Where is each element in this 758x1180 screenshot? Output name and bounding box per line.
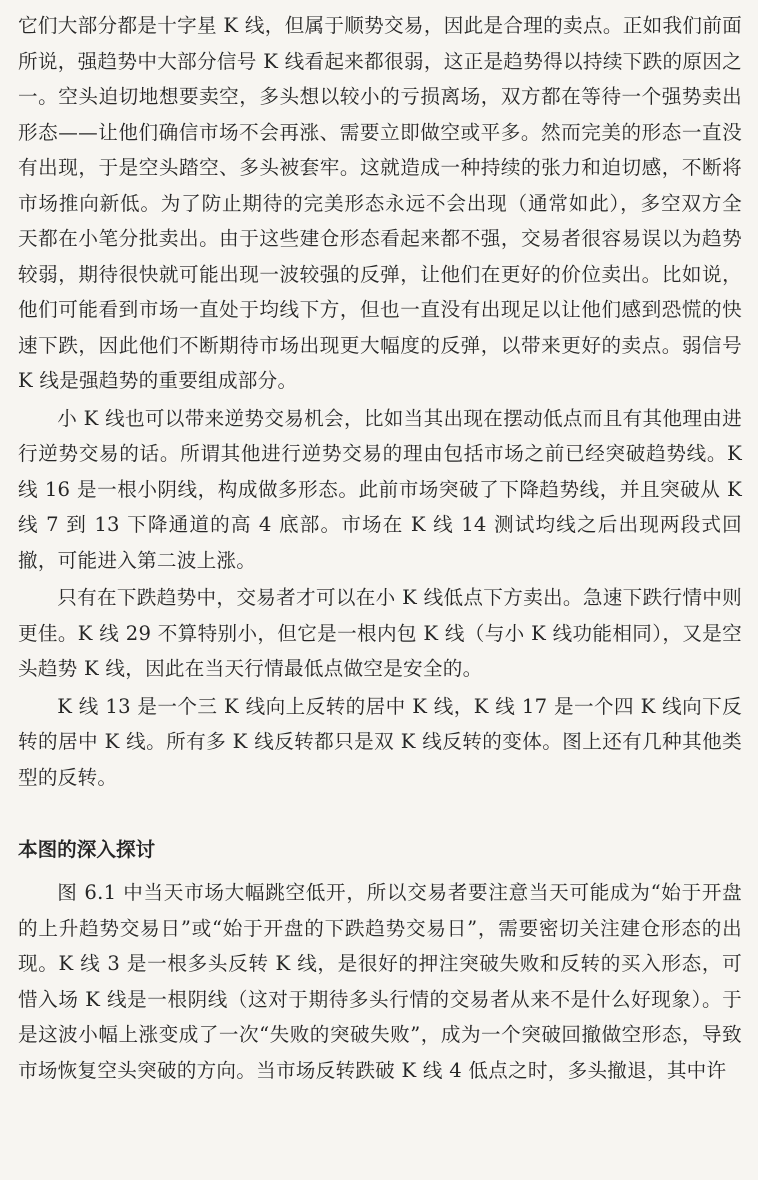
paragraph-weak-signal-bars: 它们大部分都是十字星 K 线，但属于顺势交易，因此是合理的卖点。正如我们前面所说，强趋势中大部分信号 K 线看起来都很弱，这正是趋势得以持续下跌的原因之一。空头迫切地想要卖空，多头想以较小的亏损离场，双方都在等待一个强势卖出形态——让他们确信市场不会再涨、需要立即做空或平多。然而完美的形态一直没有出现，于是空头踏空、多头被套牢。这就造成一种持续的张力和迫切感，不断将市场推向新低。为了防止期待的完美形态永远不会出现（通常如此），多空双方全天都在小笔分批卖出。由于这些建仓形态看起来都不强，交易者很容易误以为趋势较弱，期待很快就可能出现一波较强的反弹，让他们在更好的价位卖出。比如说，他们可能看到市场一直处于均线下方，但也一直没有出现足以让他们感到恐慌的快速下跌，因此他们不断期待市场出现更大幅度的反弹，以带来更好的卖点。弱信号 K 线是强趋势的重要组成部分。	[18, 14, 742, 392]
paragraph-deeper-discussion: 图 6.1 中当天市场大幅跳空低开，所以交易者要注意当天可能成为“始于开盘的上升趋势交易日”或“始于开盘的下跌趋势交易日”，需要密切关注建仓形态的出现。K 线 3 是一根多头反转 K 线，是很好的押注突破失败和反转的买入形态，可惜入场 K 线是一根阴线（这对于期待多头行情的交易者从来不是什么好现象）。于是这波小幅上涨变成了一次“失败的突破失败”，成为一个突破回撤做空形态，导致市场恢复空头突破的方向。当市场反转跌破 K 线 4 低点之时，多头撤退，其中许	[18, 881, 742, 1082]
paragraph-small-bars-countertrend: 小 K 线也可以带来逆势交易机会，比如当其出现在摆动低点而且有其他理由进行逆势交易的话。所谓其他进行逆势交易的理由包括市场之前已经突破趋势线。K 线 16 是一根小阴线，构成做多形态。此前市场突破了下降趋势线，并且突破从 K 线 7 到 13 下降通道的高 4 底部。市场在 K 线 14 测试均线之后出现两段式回撤，可能进入第二波上涨。	[18, 406, 742, 572]
paragraph-sell-below-small-bar: 只有在下跌趋势中，交易者才可以在小 K 线低点下方卖出。急速下跌行情中则更佳。K 线 29 不算特别小，但它是一根内包 K 线（与小 K 线功能相同），又是空头趋势 K 线，因此在当天行情最低点做空是安全的。	[18, 586, 742, 680]
section-heading: 本图的深入探讨	[18, 838, 156, 861]
paragraph-multi-bar-reversals: K 线 13 是一个三 K 线向上反转的居中 K 线，K 线 17 是一个四 K 线向下反转的居中 K 线。所有多 K 线反转都只是双 K 线反转的变体。图上还有几种其他类型的反转。	[18, 694, 742, 789]
